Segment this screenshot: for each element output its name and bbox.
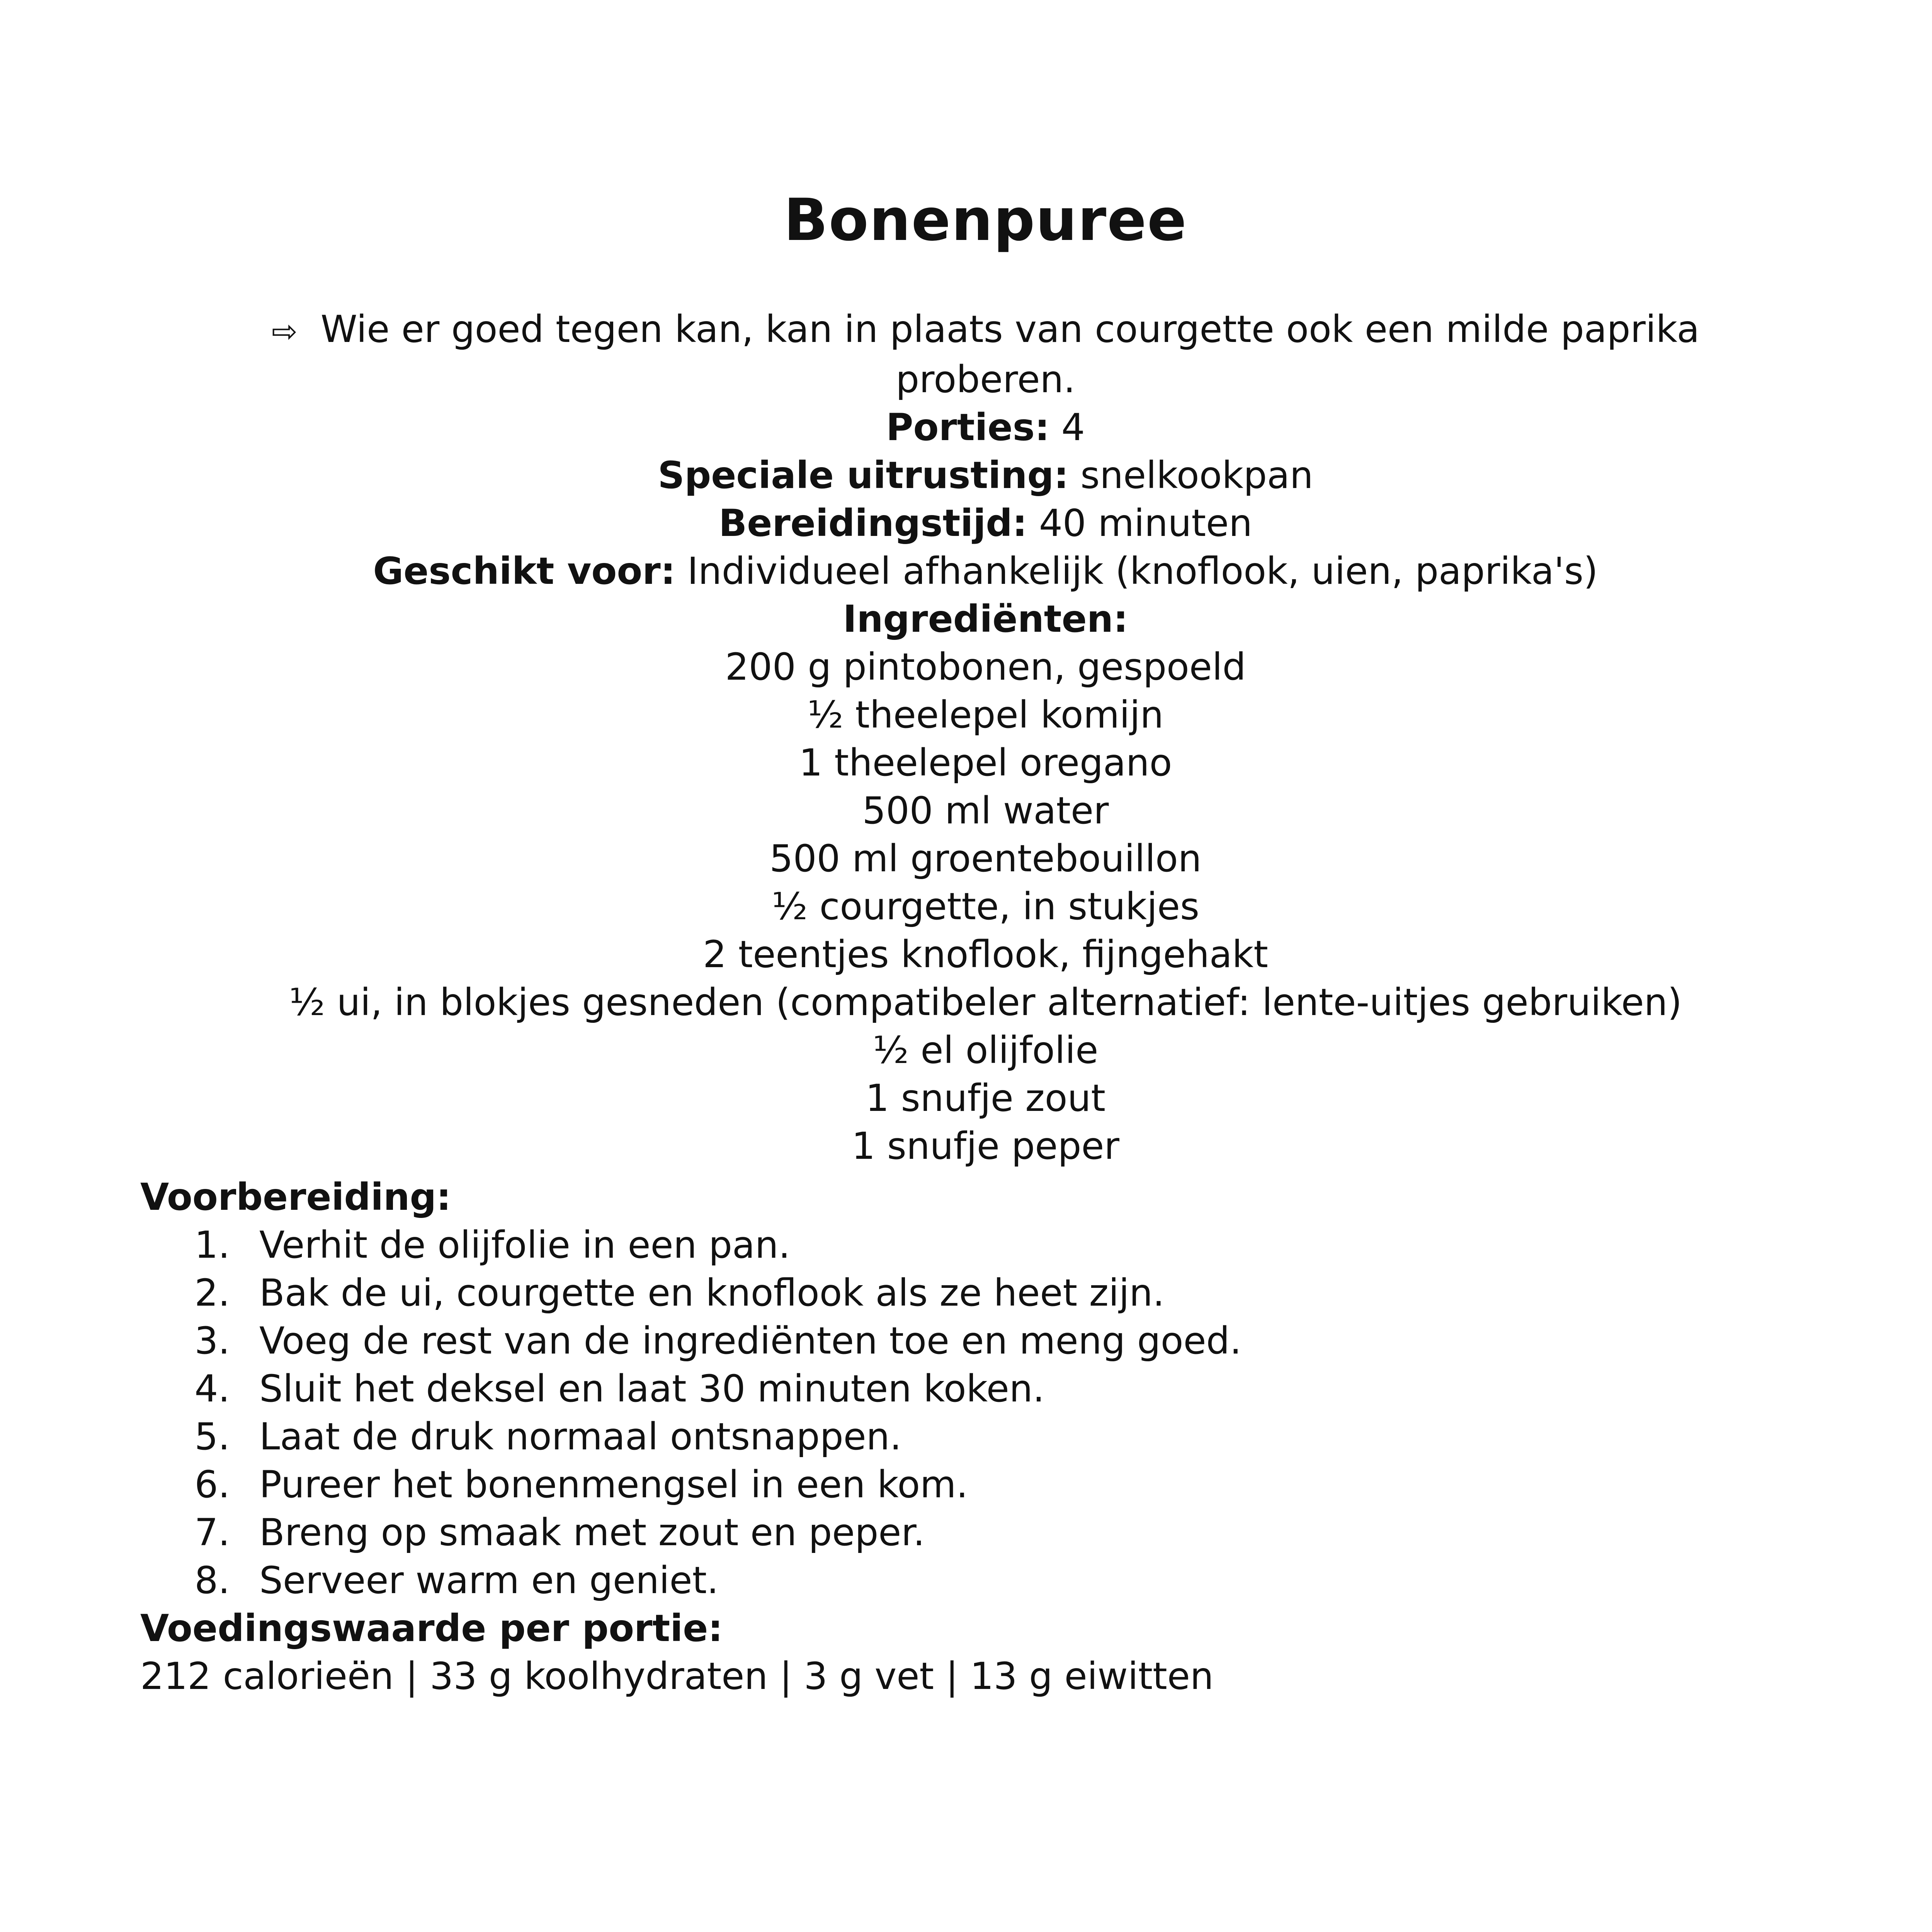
prep-time-line <box>0 499 1932 547</box>
step-text: Laat de druk normaal ontsnappen. <box>259 1415 902 1458</box>
step-number: 6. <box>194 1463 230 1506</box>
ingredient-item: ½ courgette, in stukjes <box>772 885 1199 928</box>
step-item <box>140 1556 1242 1604</box>
prep-time-label: Bereidingstijd: <box>719 502 1027 545</box>
portions-value: 4 <box>1061 406 1085 449</box>
step-item <box>140 1317 1242 1365</box>
recipe-title: Bonenpuree <box>784 187 1187 254</box>
ingredient-item: 1 snufje peper <box>852 1124 1119 1168</box>
ingredient-item: 500 ml water <box>862 789 1109 832</box>
equipment-value: snelkookpan <box>1080 454 1313 497</box>
ingredient-item: 1 theelepel oregano <box>799 741 1172 784</box>
step-text: Pureer het bonenmengsel in een kom. <box>259 1463 968 1506</box>
equipment-line <box>0 451 1932 499</box>
step-item <box>140 1221 1242 1269</box>
step-item <box>140 1509 1242 1556</box>
step-item <box>140 1365 1242 1413</box>
equipment-label: Speciale uitrusting: <box>658 454 1069 497</box>
suitable-for-line <box>0 547 1932 595</box>
step-number: 3. <box>194 1319 230 1362</box>
preparation-heading: Voorbereiding: <box>140 1175 451 1219</box>
step-text: Verhit de olijfolie in een pan. <box>259 1223 791 1267</box>
step-number: 1. <box>194 1223 230 1267</box>
ingredient-item: 1 snufje zout <box>866 1077 1105 1120</box>
step-text: Sluit het deksel en laat 30 minuten koken. <box>259 1367 1045 1410</box>
ingredient-item: 2 teentjes knoflook, fijngehakt <box>703 933 1268 976</box>
nutrition-heading: Voedingswaarde per portie: <box>140 1607 723 1650</box>
prep-time-value: 40 minuten <box>1039 502 1252 545</box>
step-number: 7. <box>194 1511 230 1554</box>
ingredient-item: ½ theelepel komijn <box>807 693 1164 736</box>
recipe-summary <box>0 305 1932 1170</box>
step-number: 5. <box>194 1415 230 1458</box>
portions-label: Porties: <box>886 406 1050 449</box>
preparation-steps <box>140 1221 1242 1604</box>
suitable-for-label: Geschikt voor: <box>373 549 676 593</box>
tip-text-line-1: Wie er goed tegen kan, kan in plaats van courgette ook een milde paprika <box>320 308 1700 351</box>
ingredients-list <box>0 643 1932 1170</box>
step-text: Voeg de rest van de ingrediënten toe en meng goed. <box>259 1319 1242 1362</box>
step-text: Serveer warm en geniet. <box>259 1559 719 1602</box>
step-number: 4. <box>194 1367 230 1410</box>
step-number: 2. <box>194 1271 230 1315</box>
ingredient-item: ½ ui, in blokjes gesneden (compatibeler alternatief: lente-uitjes gebruiken) <box>289 981 1682 1024</box>
suitable-for-value: Individueel afhankelijk (knoflook, uien, paprika's) <box>687 549 1598 593</box>
arrow-right-icon: ⇨ <box>271 313 298 349</box>
tip-note <box>232 305 1739 403</box>
step-item <box>140 1269 1242 1317</box>
ingredient-item: ½ el olijfolie <box>872 1029 1099 1072</box>
nutrition-values: 212 calorieën | 33 g koolhydraten | 3 g vet | 13 g eiwitten <box>140 1655 1214 1698</box>
tip-text-line-2: proberen. <box>896 358 1075 401</box>
instructions-section <box>140 1173 1242 1700</box>
ingredient-item: 500 ml groentebouillon <box>769 837 1202 880</box>
tip-line-1 <box>232 305 1739 355</box>
step-number: 8. <box>194 1559 230 1602</box>
step-item <box>140 1413 1242 1461</box>
ingredients-heading: Ingrediënten: <box>843 597 1128 641</box>
portions-line <box>0 403 1932 451</box>
step-text: Bak de ui, courgette en knoflook als ze heet zijn. <box>259 1271 1165 1315</box>
ingredient-item: 200 g pintobonen, gespoeld <box>725 645 1246 689</box>
step-text: Breng op smaak met zout en peper. <box>259 1511 925 1554</box>
step-item <box>140 1461 1242 1509</box>
